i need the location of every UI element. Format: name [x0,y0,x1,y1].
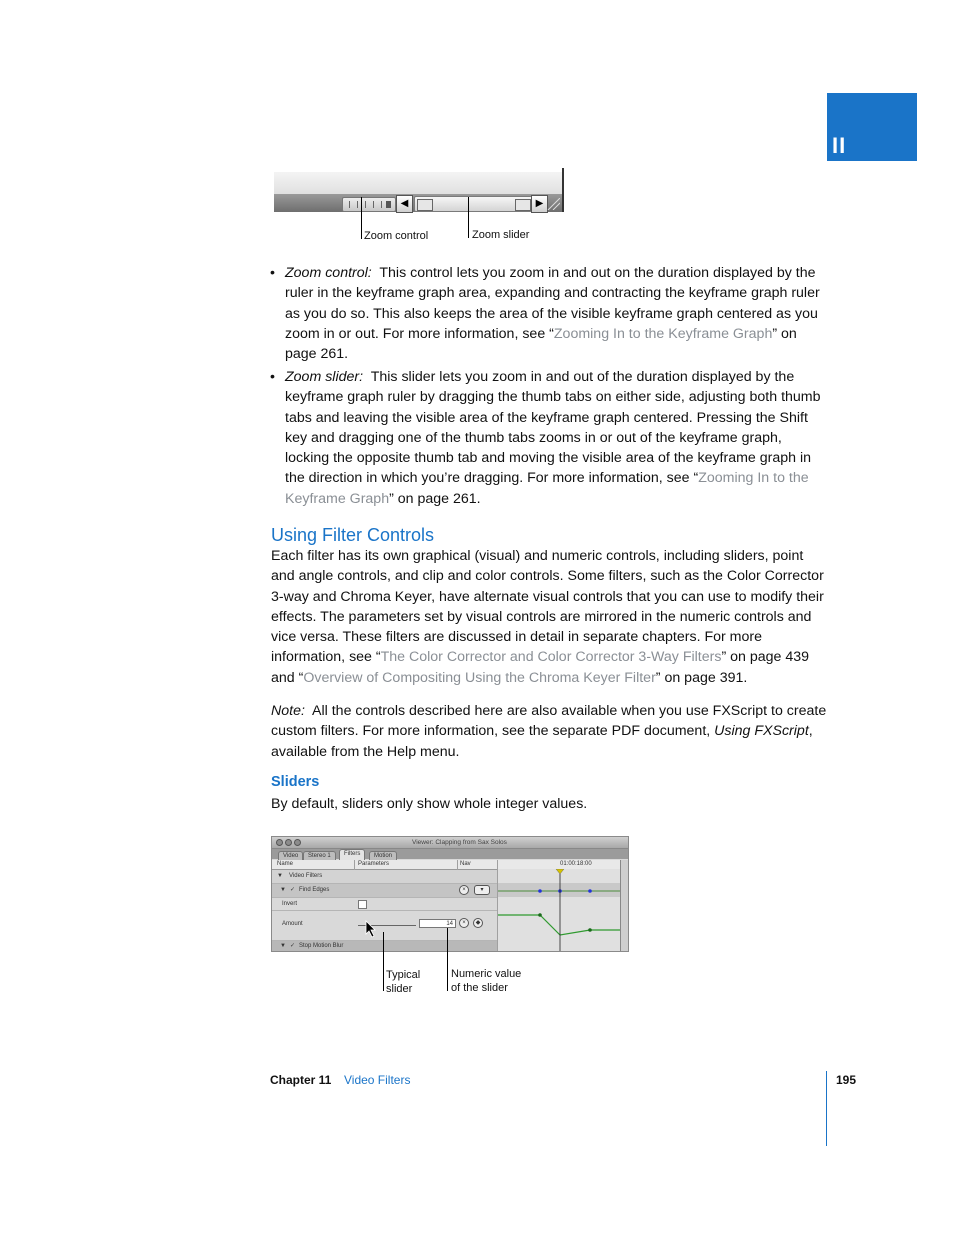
row-label: Stop Motion Blur [299,943,344,949]
left-arrow-icon: ◀ [400,198,409,209]
viewer-tabs [272,849,628,859]
link-chroma-keyer[interactable]: Overview of Compositing Using the Chroma Keyer Filter [303,669,656,686]
zoom-control-thumb-icon [386,201,391,208]
paragraph-text: ” on page 439 and “ [271,649,810,686]
zoom-slider-callout: Zoom slider [472,229,530,241]
disclosure-triangle-icon[interactable]: ▼ [280,887,286,893]
invert-checkbox[interactable] [358,900,367,909]
disclosure-triangle-icon[interactable]: ▼ [277,873,283,879]
typical-slider-callout-line [383,932,384,991]
subsection-text: By default, sliders only show whole integer values. [271,796,588,812]
callout-line-2: of the slider [451,982,508,994]
bullet-term: Zoom control: [285,265,372,281]
subsection-heading: Sliders [271,774,320,790]
bullet-marker: • [270,265,275,281]
tab-filters[interactable]: Filters [339,849,365,860]
row-label: Find Edges [299,887,330,893]
row-video-filters [272,870,497,884]
part-tab [827,93,917,161]
bullet-zoom-slider [285,367,827,509]
note-label: Note: [271,703,305,719]
checkmark-icon[interactable]: ✓ [290,943,296,949]
page-number: 195 [836,1073,857,1087]
tab-motion[interactable]: Motion [369,851,397,860]
zoom-slider[interactable] [414,196,534,212]
keyframe-menu-button[interactable]: ▾ [474,885,490,895]
bullet-page-ref: ” on page 261. [285,325,797,363]
row-label: Invert [282,901,298,907]
bullet-page-ref: ” on page 261. [389,490,481,507]
part-tab-label: II [832,133,847,158]
minimize-icon[interactable] [285,839,292,846]
disclosure-triangle-icon[interactable]: ▼ [280,943,286,949]
column-nav: Nav [460,861,471,867]
zoom-slider-right-thumb[interactable] [515,199,531,211]
bullet-body: This slider lets you zoom in and out of the duration displayed by the keyframe graph ruler by dragging the thumb tabs on either side, adjusting both thumb tabs and leaving the visible area of the keyframe graph centered. Pressing the Shift key and dragging one of the thumb tabs zooms in or out of the keyframe graph, locking the opposite thumb tab and moving the visible area of the keyframe graph in the direction in which you’re dragging. For more information, see “ [285,369,821,487]
bullet-term: Zoom slider: [285,369,364,385]
reset-button[interactable]: × [459,885,469,895]
zoom-control-callout: Zoom control [364,230,429,242]
row-stop-motion-blur [272,941,497,952]
column-name: Name [277,861,294,867]
typical-slider-callout [386,968,420,996]
zoom-control-callout-line [361,197,362,239]
numeric-value-callout-line [447,928,448,991]
close-icon[interactable] [276,839,283,846]
row-label: Video Filters [289,873,323,879]
callout-line-1: Numeric value [451,968,522,980]
tab-video[interactable]: Video [278,851,303,860]
cursor-pointer-icon [364,920,376,938]
footer-chapter-title[interactable]: Video Filters [344,1073,411,1087]
zoom-slider-left-thumb[interactable] [417,199,433,211]
viewer-figure [271,836,629,952]
amount-value-field[interactable]: 14 [419,919,456,928]
note-text: All the controls described here are also available when you use FXScript to create custom filters. For more information, see the separate PDF document, [271,703,827,740]
note-paragraph [271,701,827,762]
row-find-edges [272,884,497,898]
viewer-scrollbar[interactable] [620,860,629,951]
numeric-value-callout [451,967,521,995]
link-zooming-keyframe-graph[interactable]: Zooming In to the Keyframe Graph [285,470,809,507]
callout-line-2: slider [386,983,413,995]
link-color-corrector[interactable]: The Color Corrector and Color Corrector 3-Way Filters [380,649,722,666]
callout-line-1: Typical [386,969,421,981]
note-italic: Using FXScript [714,723,809,740]
keyframe-area [274,172,562,194]
zoom-slider-callout-line [468,197,469,238]
row-invert [272,898,497,911]
figure-divider [562,168,564,212]
tab-stereo[interactable]: Stereo 1 [303,851,336,860]
bullet-zoom-control [285,263,827,364]
column-parameters: Parameters [358,861,390,867]
section-paragraph [271,546,827,688]
bullet-marker: • [270,369,275,385]
scroll-left-button[interactable] [396,195,413,213]
footer-chapter: Chapter 11 [270,1073,332,1087]
bullet-body: This control lets you zoom in and out on the duration displayed by the ruler in the keyframe graph area, expanding and contracting the keyframe graph ruler as you do so. This also keeps the area of the visible keyframe graph centered as you zoom in or out. For more information, see “ [285,265,820,342]
paragraph-text: Each filter has its own graphical (visual) and numeric controls, including sliders, point and angle controls, and clip and color controls. Some filters, such as the Color Corrector 3-way and Chroma Keyer, have alternate visual controls that you can use to modify their effects. The parameters set by visual controls are mirrored in the numeric controls and vice versa. These filters are discussed in detail in separate chapters. For more information, see “ [271,548,824,666]
reset-button[interactable]: × [459,918,469,928]
zoom-icon[interactable] [294,839,301,846]
timecode: 01:00:18:00 [560,861,592,867]
paragraph-text: ” on page 391. [655,669,748,686]
checkmark-icon[interactable]: ✓ [290,887,296,893]
window-titlebar [272,837,628,849]
note-end: , available from the Help menu. [271,723,813,760]
link-zooming-keyframe-graph[interactable]: Zooming In to the Keyframe Graph [553,325,773,342]
keyframe-button[interactable]: ◆ [473,918,483,928]
footer-rule [826,1071,827,1146]
zoom-control[interactable] [342,197,396,212]
keyframe-graph[interactable] [498,869,620,951]
right-arrow-icon: ▶ [535,198,544,209]
section-heading: Using Filter Controls [271,525,435,545]
row-label: Amount [282,921,303,927]
window-title: Viewer: Clapping from Sax Solos [412,839,507,846]
resize-grip-icon[interactable] [546,198,560,210]
zoom-bar-figure [274,168,564,214]
